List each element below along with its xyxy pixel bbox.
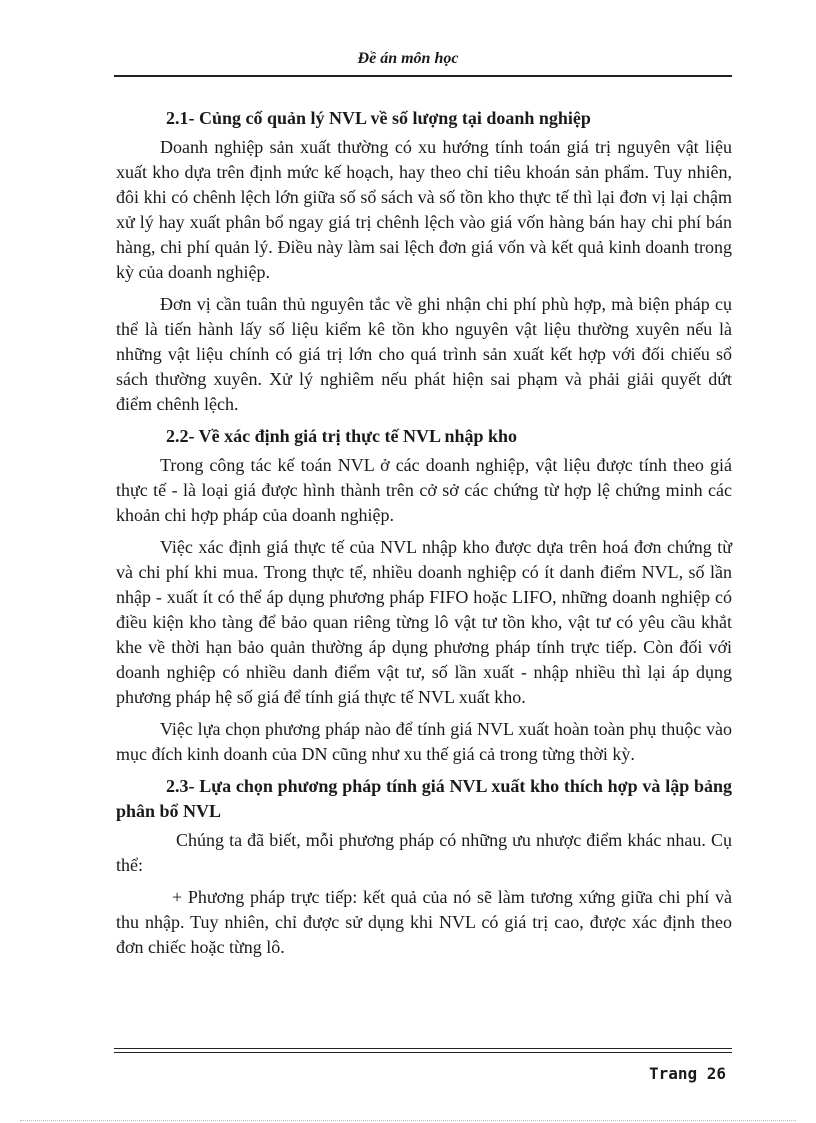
running-header-title: Đề án môn học [357,50,459,67]
section-heading-2-1: 2.1- Củng cố quản lý NVL về số lượng tại doanh nghiệp [166,108,591,128]
page-edge-divider [20,1120,796,1121]
page-number: Trang 26 [648,1064,726,1083]
paragraph: + Phương pháp trực tiếp: kết quả của nó sẽ làm tương xứng giữa chi phí và thu nhập. Tuy nhiên, chỉ được sử dụng khi NVL có giá trị cao, được xác định theo đơn chiếc hoặc từng lô. [116,887,732,957]
paragraph: Chúng ta đã biết, mỗi phương pháp có những ưu nhược điểm khác nhau. Cụ thể: [116,830,732,875]
section-heading-2-2: 2.2- Về xác định giá trị thực tế NVL nhập kho [166,426,518,446]
paragraph: Đơn vị cần tuân thủ nguyên tắc về ghi nhận chi phí phù hợp, mà biện pháp cụ thể là tiến hành lấy số liệu kiểm kê tồn kho nguyên vật liệu thường xuyên nếu là những vật liệu chính có giá trị lớn cho quá trình sản xuất kết hợp với đối chiếu sổ sách thường xuyên. Xử lý nghiêm nếu phát hiện sai phạm và phải giải quyết dứt điểm chênh lệch. [116,294,732,414]
paragraph: Việc xác định giá thực tế của NVL nhập kho được dựa trên hoá đơn chứng từ và chi phí khi mua. Trong thực tế, nhiều doanh nghiệp có ít danh điểm NVL, số lần nhập - xuất ít có thể áp dụng phương pháp FIFO hoặc LIFO, những doanh nghiệp có điều kiện kho tàng để bảo quan riêng từng lô vật tư tồn kho, vật tư có yêu cầu khắt khe về thời hạn bảo quản thường áp dụng phương pháp tính trực tiếp. Còn đối với doanh nghiệp có nhiều danh điểm vật tư, số lần xuất - nhập nhiều thì lại áp dụng phương pháp hệ số giá để tính giá thực tế NVL xuất kho. [116,537,732,707]
section-heading-2-3: 2.3- Lựa chọn phương pháp tính giá NVL xuất kho thích hợp và lập bảng phân bổ NVL [116,776,732,821]
paragraph: Việc lựa chọn phương pháp nào để tính giá NVL xuất hoàn toàn phụ thuộc vào mục đích kinh doanh của DN cũng như xu thế giá cả trong từng thời kỳ. [116,719,732,764]
paragraph: Trong công tác kế toán NVL ở các doanh nghiệp, vật liệu được tính theo giá thực tế - là loại giá được hình thành trên cở sở các chứng từ hợp lệ chứng minh các khoản chi hợp pháp của doanh nghiệp. [116,455,732,525]
header-rule [114,75,732,77]
body-text [116,106,732,967]
footer-rule [114,1048,732,1053]
paragraph: Doanh nghiệp sản xuất thường có xu hướng tính toán giá trị nguyên vật liệu xuất kho dựa trên định mức kế hoạch, hay theo chỉ tiêu khoán sản phẩm. Tuy nhiên, đôi khi có chênh lệch lớn giữa số sổ sách và số tồn kho thực tế thì lại đơn vị lại chậm xử lý hay xuất phân bổ ngay giá trị chênh lệch vào giá vốn hàng bán hay chi phí bán hàng, chi phí quản lý. Điều này làm sai lệch đơn giá vốn và kết quả kinh doanh trong kỳ của doanh nghiệp. [116,137,732,282]
